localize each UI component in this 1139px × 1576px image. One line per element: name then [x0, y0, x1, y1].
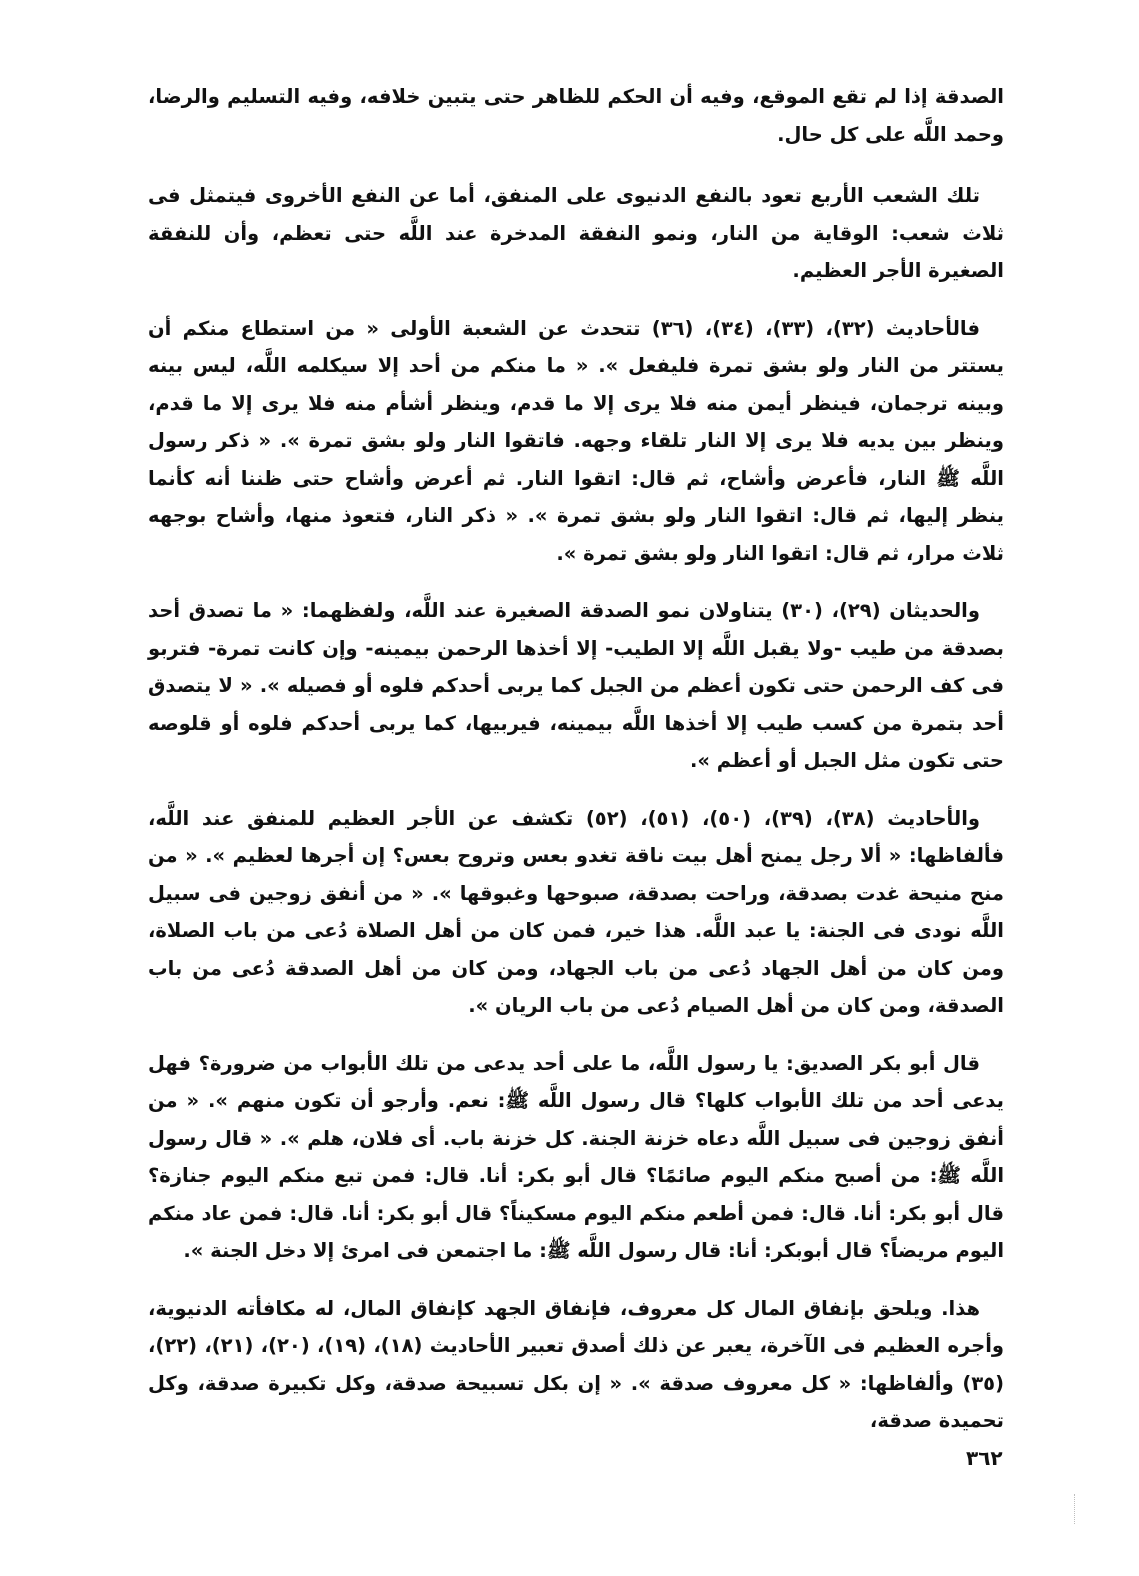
paragraph-5: والأحاديث (٣٨)، (٣٩)، (٥٠)، (٥١)، (٥٢) تكشف عن الأجر العظيم للمنفق عند اللَّه، فألفاظها: « ألا رجل يمنح أهل بيت ناقة تغدو بعس وتروح بعس؟ إن أجرها لعظيم ». « من منح منيحة غدت بصدقة، وراحت بصدقة، صبوحها وغبوقها ». « من أنفق زوجين فى سبيل اللَّه نودى فى الجنة: يا عبد اللَّه. هذا خير، فمن كان من أهل الصلاة دُعى من باب الصلاة، ومن كان من أهل الجهاد دُعى من باب الجهاد، ومن كان من أهل الصدقة دُعى من باب الصدقة، ومن كان من أهل الصيام دُعى من باب الريان ». — [148, 806, 1004, 1017]
paragraph-3: فالأحاديث (٣٢)، (٣٣)، (٣٤)، (٣٦) تتحدث عن الشعبة الأولى « من استطاع منكم أن يستتر من النار ولو بشق تمرة فليفعل ». « ما منكم من أحد إلا سيكلمه اللَّه، ليس بينه وبينه ترجمان، فينظر أيمن منه فلا يرى إلا ما قدم، وينظر أشأم منه فلا يرى إلا ما قدم، وينظر بين يديه فلا يرى إلا النار تلقاء وجهه. فاتقوا النار ولو بشق تمرة ». « ذكر رسول اللَّه ﷺ النار، فأعرض وأشاح، ثم قال: اتقوا النار. ثم أعرض وأشاح حتى ظننا أنه كأنما ينظر إليها، ثم قال: اتقوا النار ولو بشق تمرة ». « ذكر النار، فتعوذ منها، وأشاح بوجهه ثلاث مرار، ثم قال: اتقوا النار ولو بشق تمرة ». — [148, 316, 1004, 565]
paragraph-7: هذا. ويلحق بإنفاق المال كل معروف، فإنفاق الجهد كإنفاق المال، له مكافأته الدنيوية، وأجره العظيم فى الآخرة، يعبر عن ذلك أصدق تعبير الأحاديث (١٨)، (١٩)، (٢٠)، (٢١)، (٢٢)، (٣٥) وألفاظها: « كل معروف صدقة ». « إن بكل تسبيحة صدقة، وكل تكبيرة صدقة، وكل تحميدة صدقة، — [148, 1296, 1005, 1432]
paragraph-1: الصدقة إذا لم تقع الموقع، وفيه أن الحكم للظاهر حتى يتبين خلافه، وفيه التسليم والرضا، وحمد اللَّه على كل حال. — [148, 85, 1004, 146]
paragraph-2: تلك الشعب الأربع تعود بالنفع الدنيوى على المنفق، أما عن النفع الأخروى فيتمثل فى ثلاث شعب: الوقاية من النار، ونمو النفقة المدخرة عند اللَّه حتى تعظم، وأن للنفقة الصغيرة الأجر العظيم. — [148, 184, 1004, 282]
scan-margin-artifact — [1074, 1494, 1078, 1524]
paragraph-6: قال أبو بكر الصديق: يا رسول اللَّه، ما على أحد يدعى من تلك الأبواب من ضرورة؟ فهل يدعى أحد من تلك الأبواب كلها؟ قال رسول اللَّه ﷺ: نعم. وأرجو أن تكون منهم ». « من أنفق زوجين فى سبيل اللَّه دعاه خزنة الجنة. كل خزنة باب. أى فلان، هلم ». « قال رسول اللَّه ﷺ: من أصبح منكم اليوم صائمًا؟ قال أبو بكر: أنا. قال: فمن تبع منكم اليوم جنازة؟ قال أبو بكر: أنا. قال: فمن أطعم منكم اليوم مسكيناً؟ قال أبو بكر: أنا. قال: فمن عاد منكم اليوم مريضاً؟ قال أبوبكر: أنا: قال رسول اللَّه ﷺ: ما اجتمعن فى امرئ إلا دخل الجنة ». — [148, 1051, 1004, 1262]
paragraph-4: والحديثان (٢٩)، (٣٠) يتناولان نمو الصدقة الصغيرة عند اللَّه، ولفظهما: « ما تصدق أحد بصدقة من طيب -ولا يقبل اللَّه إلا الطيب- إلا أخذها الرحمن بيمينه- وإن كانت تمرة- فتربو فى كف الرحمن حتى تكون أعظم من الجبل كما يربى أحدكم فلوه أو فصيله ». « لا يتصدق أحد بتمرة من كسب طيب إلا أخذها اللَّه بيمينه، فيربيها، كما يربى أحدكم فلوه أو قلوصه حتى تكون مثل الجبل أو أعظم ». — [148, 599, 1004, 772]
page-number: ٣٦٢ — [966, 1446, 1003, 1470]
document-page — [148, 78, 1004, 1460]
